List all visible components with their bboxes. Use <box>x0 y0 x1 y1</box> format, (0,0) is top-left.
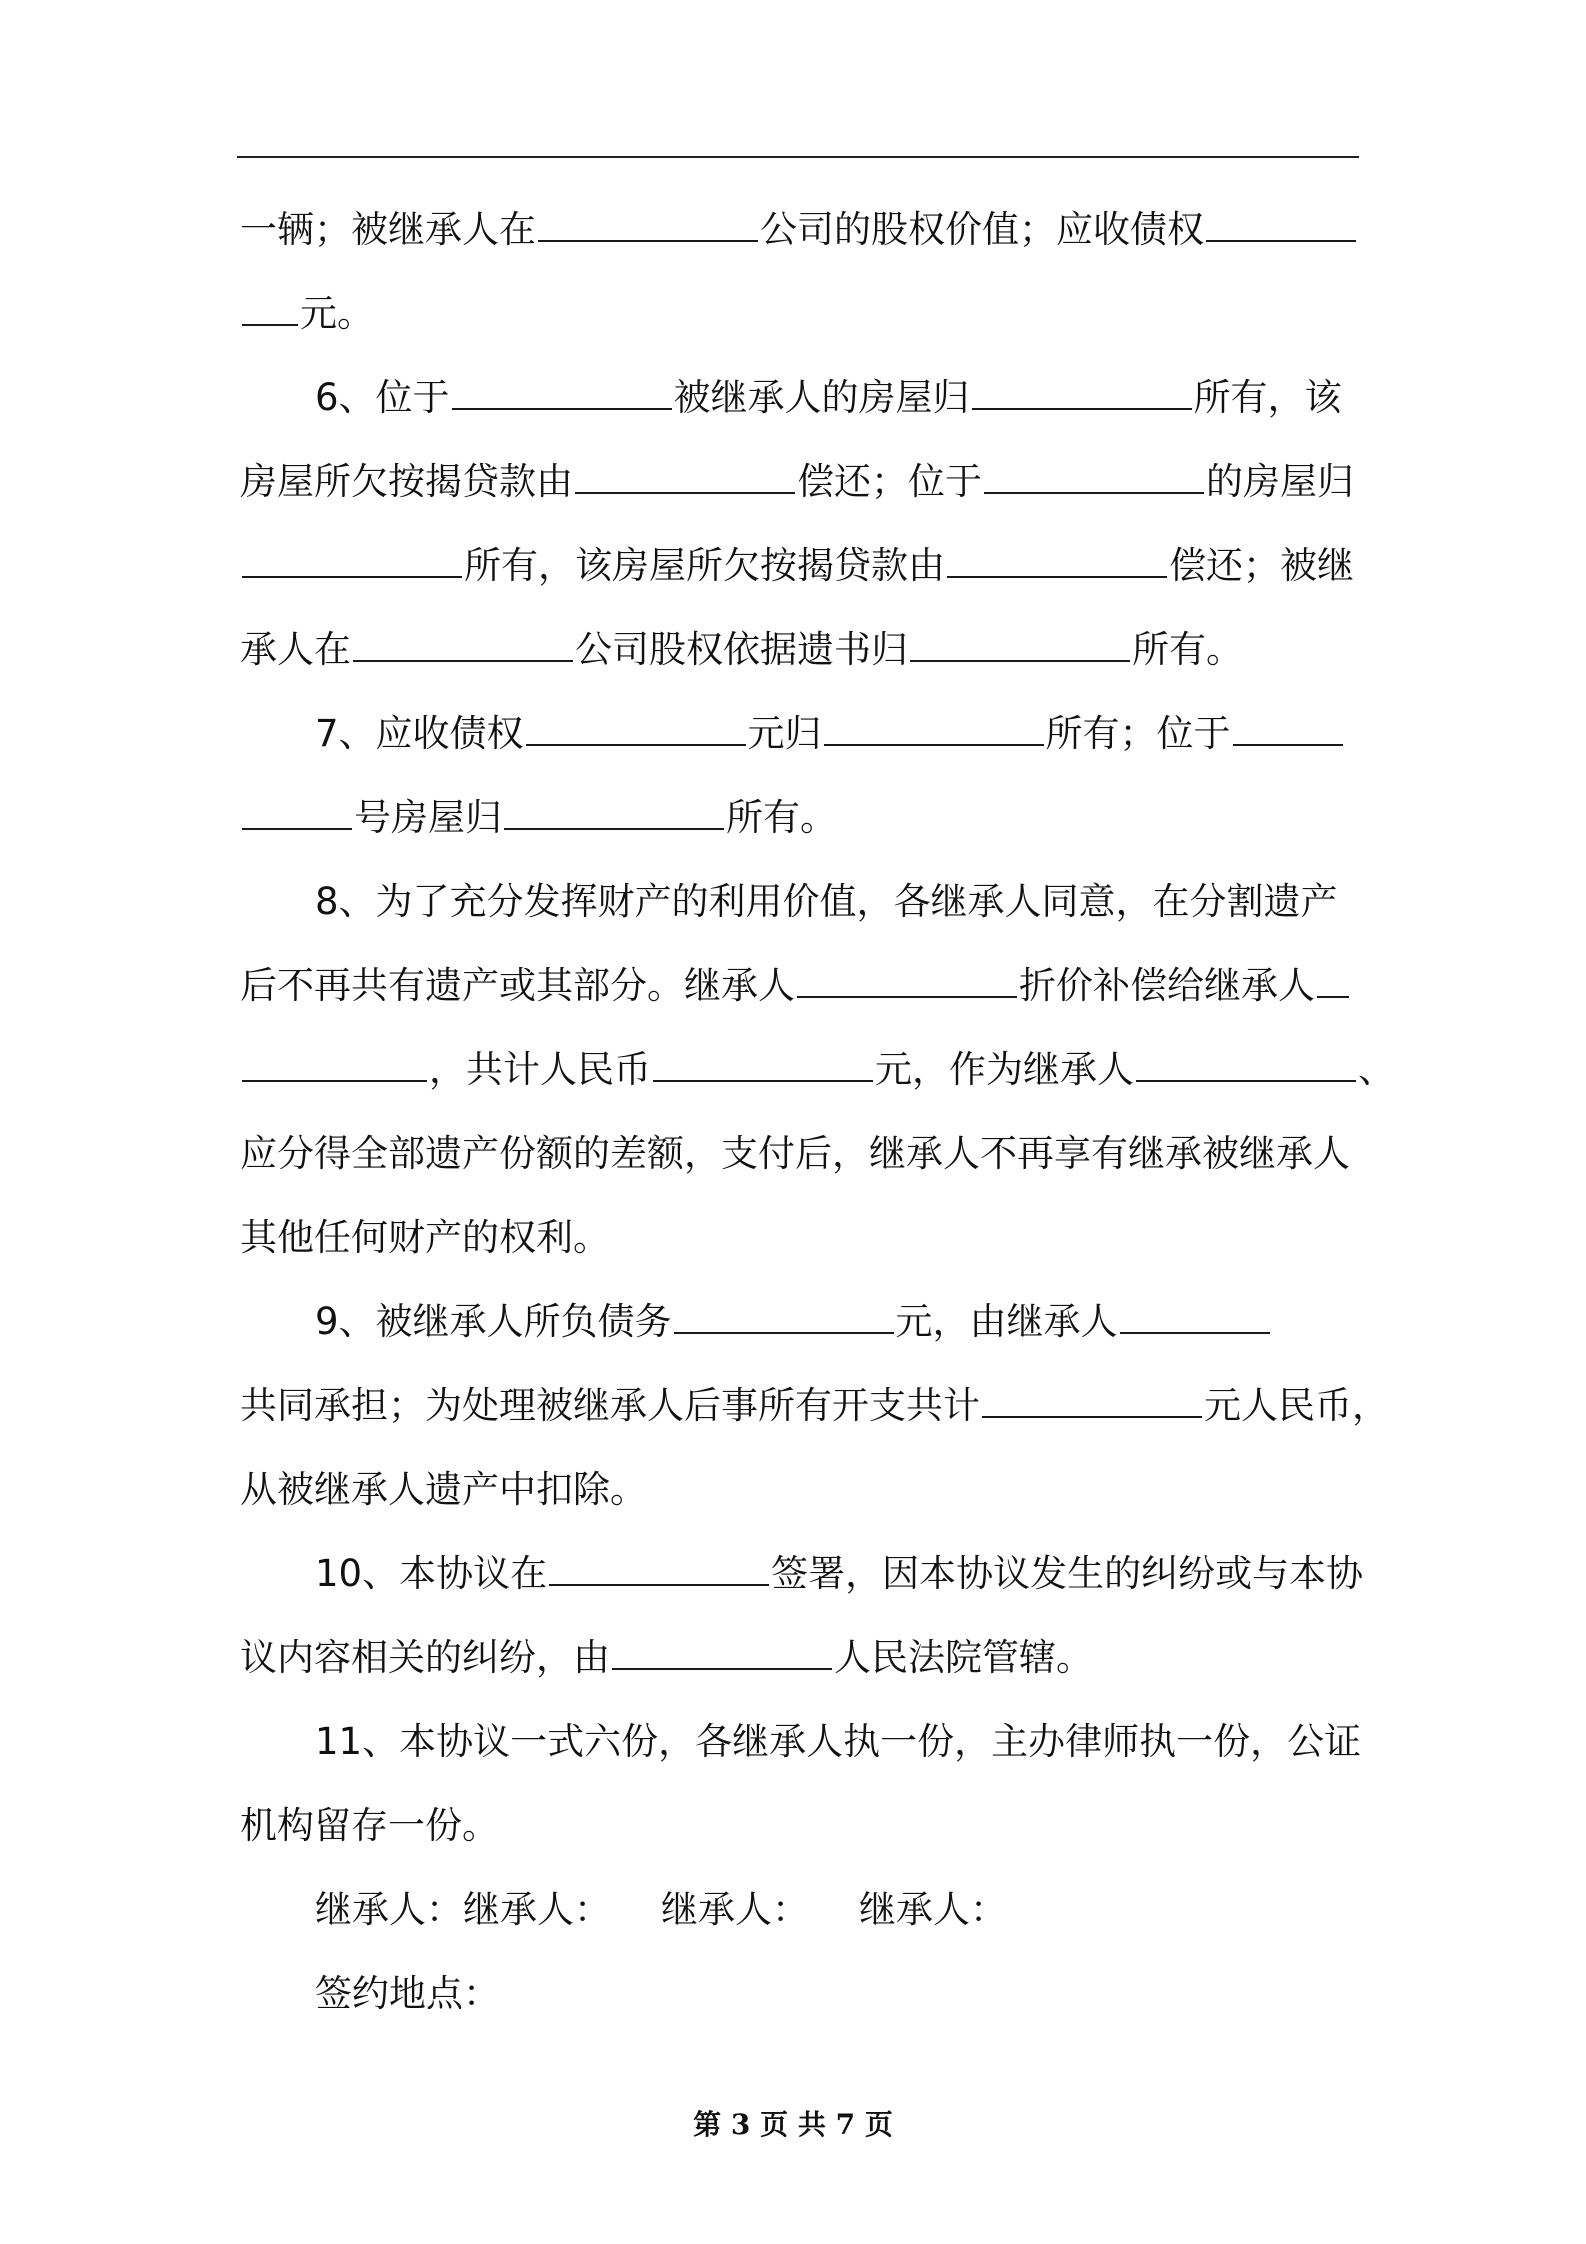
fill-blank <box>1120 1292 1270 1334</box>
text-segment: 被继承人的房屋归 <box>673 376 970 419</box>
clause-8-line-5 <box>240 1208 610 1268</box>
fill-blank <box>612 1628 832 1670</box>
text-segment: 共同承担；为处理被继承人后事所有开支共计 <box>240 1384 980 1427</box>
fill-blank <box>824 704 1044 746</box>
fill-blank <box>549 1544 769 1586</box>
clause-10-line-1 <box>315 1544 1363 1604</box>
fill-blank <box>538 200 758 242</box>
clause-6-line-2 <box>240 452 1354 512</box>
fill-blank <box>674 1292 894 1334</box>
clause-8-line-3 <box>240 1040 1395 1100</box>
fill-blank <box>1136 1040 1356 1082</box>
clause-8-line-2 <box>240 956 1351 1016</box>
clause-6-line-4 <box>240 620 1243 680</box>
signature-row <box>315 1880 1007 1940</box>
text-segment: 人民法院管辖。 <box>834 1636 1093 1679</box>
text-segment: 的房屋归 <box>1206 460 1354 503</box>
heir-signature-label: 继承人： <box>859 1888 1007 1931</box>
clause-9-line-2 <box>240 1376 1389 1436</box>
text-segment: 折价补偿给继承人 <box>1019 964 1315 1007</box>
text-segment: 11、本协议一式六份，各继承人执一份，主办律师执一份，公证 <box>315 1720 1362 1763</box>
text-segment: 偿还；被继 <box>1169 544 1354 587</box>
text-segment: 、 <box>1358 1048 1395 1091</box>
fill-blank <box>242 284 298 326</box>
heir-signature-label: 继承人： <box>463 1888 611 1931</box>
clause-9-line-3 <box>240 1460 647 1520</box>
clause-6-line-1 <box>315 368 1342 428</box>
clause-8-line-4 <box>240 1124 1350 1184</box>
heir-signature-label: 继承人： <box>315 1888 463 1931</box>
text-segment: 应分得全部遗产份额的差额，支付后，继承人不再享有继承被继承人 <box>240 1132 1350 1175</box>
text-segment: 偿还；位于 <box>797 460 982 503</box>
text-segment: 所有，该房屋所欠按揭贷款由 <box>464 544 945 587</box>
fill-blank <box>972 368 1192 410</box>
fill-blank <box>242 788 352 830</box>
text-segment: 元，由继承人 <box>895 1300 1118 1343</box>
clause-8-line-1 <box>315 872 1338 932</box>
clause-9-line-1 <box>315 1292 1272 1352</box>
text-segment: 从被继承人遗产中扣除。 <box>240 1468 647 1511</box>
text-segment: 承人在 <box>240 628 351 671</box>
text-segment: 议内容相关的纠纷，由 <box>240 1636 610 1679</box>
fill-blank <box>526 704 746 746</box>
clause-10-line-2 <box>240 1628 1093 1688</box>
text-segment: 10、本协议在 <box>315 1552 548 1595</box>
text-segment: 所有；位于 <box>1045 712 1231 755</box>
fill-blank <box>242 536 462 578</box>
text-segment: 签署，因本协议发生的纠纷或与本协 <box>771 1552 1364 1595</box>
fill-blank <box>504 788 724 830</box>
signing-place-row <box>315 1964 500 2024</box>
signing-place-label: 签约地点： <box>315 1972 500 2015</box>
text-segment: 元，作为继承人 <box>875 1048 1134 1091</box>
fill-blank <box>982 1376 1202 1418</box>
page-number: 第 3 页 共 7 页 <box>693 2108 893 2141</box>
clause-6-line-3 <box>240 536 1354 596</box>
fill-blank <box>452 368 672 410</box>
text-segment: 元归 <box>747 712 822 755</box>
text-segment: 9、被继承人所负债务 <box>315 1300 672 1343</box>
text-segment: 7、应收债权 <box>315 712 524 755</box>
clause-11-line-1 <box>315 1712 1361 1772</box>
text-segment: 元人民币， <box>1204 1384 1389 1427</box>
text-segment: 元。 <box>300 292 374 335</box>
text-segment: 8、为了充分发挥财产的利用价值，各继承人同意，在分割遗产 <box>315 880 1338 923</box>
fill-blank <box>242 1040 427 1082</box>
text-segment: 公司的股权价值；应收债权 <box>760 208 1204 251</box>
fill-blank <box>1206 200 1356 242</box>
text-segment: 房屋所欠按揭贷款由 <box>240 460 573 503</box>
text-segment: 所有，该 <box>1193 376 1342 419</box>
text-segment: 公司股权依据遗书归 <box>575 628 908 671</box>
fill-blank <box>1233 704 1343 746</box>
line-2 <box>240 284 374 344</box>
text-segment: 所有。 <box>726 796 837 839</box>
fill-blank <box>797 956 1017 998</box>
heir-signature-label: 继承人： <box>661 1888 809 1931</box>
fill-blank <box>947 536 1167 578</box>
text-segment: 机构留存一份。 <box>240 1804 499 1847</box>
fill-blank <box>575 452 795 494</box>
text-segment: 号房屋归 <box>354 796 502 839</box>
clause-11-line-2 <box>240 1796 499 1856</box>
text-segment: 其他任何财产的权利。 <box>240 1216 610 1259</box>
fill-blank <box>353 620 573 662</box>
fill-blank <box>910 620 1130 662</box>
header-rule <box>237 156 1359 158</box>
text-segment: ，共计人民币 <box>429 1048 651 1091</box>
line-1 <box>240 200 1358 260</box>
fill-blank <box>653 1040 873 1082</box>
fill-blank <box>1317 956 1349 998</box>
text-segment: 一辆；被继承人在 <box>240 208 536 251</box>
text-segment: 所有。 <box>1132 628 1243 671</box>
text-segment: 后不再共有遗产或其部分。继承人 <box>240 964 795 1007</box>
clause-7-line-1 <box>315 704 1345 764</box>
text-segment: 6、位于 <box>315 376 450 419</box>
clause-7-line-2 <box>240 788 837 848</box>
fill-blank <box>984 452 1204 494</box>
